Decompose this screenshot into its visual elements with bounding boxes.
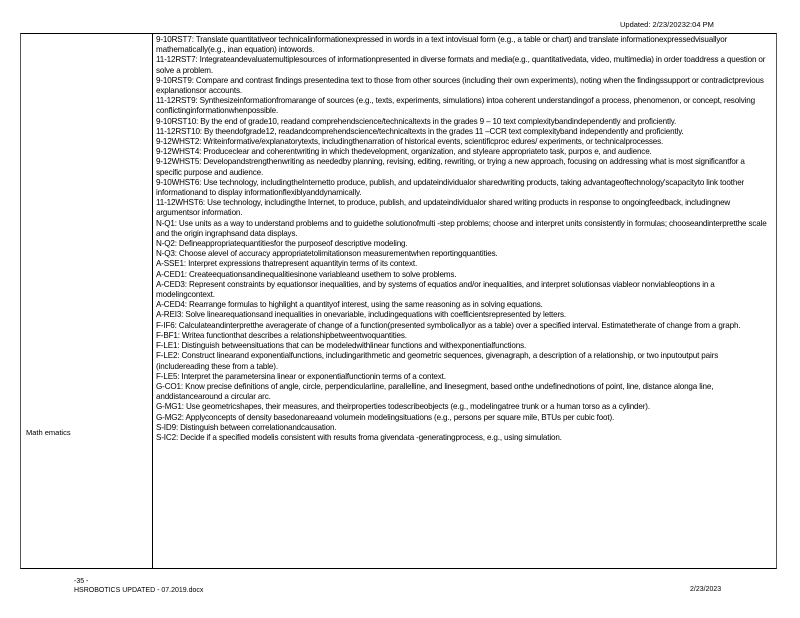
document-filename: HSROBOTICS UPDATED - 07.2019.docx [74,587,204,594]
standard-item: 11-12RST9: Synthesizeinformationfromarange of sources (e.g., texts, experiments, simulations) intoa coherent understandingof a process, phenomenon, or concept, resolving conflictinginformationwhenpossible. [156,96,755,116]
column-divider [152,33,153,569]
standard-item: N-Q3: Choose alevel of accuracy appropriatetolimitationson measurementwhen reportingquantities. [156,249,498,259]
standard-item: F-LE2: Construct linearand exponentialfunctions, includingarithmetic and geometric sequences, givenagraph, a description of a relationship, or two inputoutput pairs (includereading these from a table). [156,351,719,371]
standard-item: A-SSE1: Interpret expressions thatrepresent aquantityin terms of its context. [156,259,418,269]
standard-item: S-ID9: Distinguish between correlationandcausation. [156,422,337,432]
standard-item: F-LE5: Interpret the parametersina linear or exponentialfunctionin terms of a context. [156,371,446,381]
standard-item: F-BF1: Writea functionthat describes a relationshipbetweentwoquantities. [156,330,407,340]
standard-item: 9-10RST9: Compare and contrast findings presentedina text to those from other sources (including their own experiments), noting when the findingssupport or contradictprevious explanationsor accounts. [156,75,764,96]
standard-item: 9-10RST10: By the end of grade10, readand comprehendscience/technicaltexts in the grades 9 – 10 text complexitybandindependently and proficiently. [156,116,677,126]
standard-item: A-CED3: Represent constraints by equationsor inequalities, and by systems of equatios and/or inequalities, and interpret solutionsas viableor nonviableoptions in a modelingcontext. [156,279,715,300]
standard-item: 9-10WHST6: Use technology, includingtheInternetto produce, publish, and updateindividualor sharedwriting products, taking advantageoftechnology'scapacityto link toother informationand to display informationflexiblyanddynamically. [156,177,745,198]
standard-item: A-CED4: Rearrange formulas to highlight a quantityof interest, using the same reasoning as in solving equations. [156,300,543,310]
footer-date: 2/23/2023 [690,586,722,593]
footer-left [74,577,203,595]
standard-item: F-IF6: Calculateandinterpretthe averagerate of change of a function(presented symbolicallyor as a table) over a specified interval. Estimatetherate of change from a graph. [156,320,741,330]
standard-item: 11-12RST7: Integrateandevaluatemultiplesources of informationpresented in diverse formats and media(e.g., quantitativedata, video, multimedia) in order toaddress a question or solve a problem. [156,55,766,75]
standard-item: N-Q2: Defineappropriatequantitiesfor the purposeof descriptive modeling. [156,239,408,249]
standard-item: G-MG1: Use geometricshapes, their measures, and theirproperties todescribeobjects (e.g., modelingatree trunk or a human torso as a cylinder). [156,402,650,412]
standard-item: 11-12RST10: By theendofgrade12, readandcomprehendscience/technicaltexts in the grades 11 –CCR text complexityband independently and proficiently. [156,126,684,136]
standards-list [156,35,770,443]
standard-item: G-CO1: Know precise definitions of angle, circle, perpendicularline, parallelline, and linesegment, based onthe undefinednotions of point, line, distance alonga line, anddistancearound a circular arc. [156,381,714,402]
standard-item: G-MG2: Applyconcepts of density basedonareaand volumein modelingsituations (e.g., persons per square mile, BTUs per cubic foot). [156,412,615,422]
standard-item: A-CED1: Createequationsandinequalitiesinone variableand usethem to solve problems. [156,269,457,279]
standard-item: 9-12WHST2: Writeinformative/explanatorytexts, includingthenarration of historical events, scientificproc edures/ experiments, or technicalprocesses. [156,137,664,147]
updated-timestamp: Updated: 2/23/20232:04 PM [620,20,714,29]
standard-item: S-IC2: Decide if a specified modelis consistent with results froma givendata -generatingprocess, e.g., using simulation. [156,432,562,442]
standard-item: N-Q1: Use units as a way to understand problems and to guidethe solutionofmulti -step problems; choose and interpret units consistently in formulas; chooseandinterpretthe scale and the origin ingraphsand data displays. [156,218,767,238]
standard-item: F-LE1: Distinguish betweensituations that can be modeledwithlinear functions and withexponentialfunctions. [156,341,527,351]
subject-label: Math ematics [26,428,71,437]
standard-item: 9-10RST7: Translate quantitativeor technicalinformationexpressed in words in a text intovisual form (e.g., a table or chart) and translate informationexpressedvisuallyor mathematically(e.g., inan equation) intowords. [156,35,728,55]
standard-item: A-REI3: Solve linearequationsand inequalities in onevariable, includingequations with coefficientsrepresented by letters. [156,310,567,320]
standard-item: 11-12WHST6: Use technology, includingthe Internet, to produce, publish, and updateindividualor shared writing products in response to ongoingfeedback, includingnew argumentsor information. [156,198,731,218]
standard-item: 9-12WHST5: Developandstrengthenwriting as neededby planning, revising, editing, rewriting, or trying a new approach, focusing on addressing what is most significantfor a specific purpose and audience. [156,157,745,177]
standard-item: 9-12WHST4: Produceclear and coherentwriting in which thedevelopment, organization, and styleare appropriateto task, purpos e, and audience. [156,147,652,157]
page-number: -35 - [74,578,89,585]
